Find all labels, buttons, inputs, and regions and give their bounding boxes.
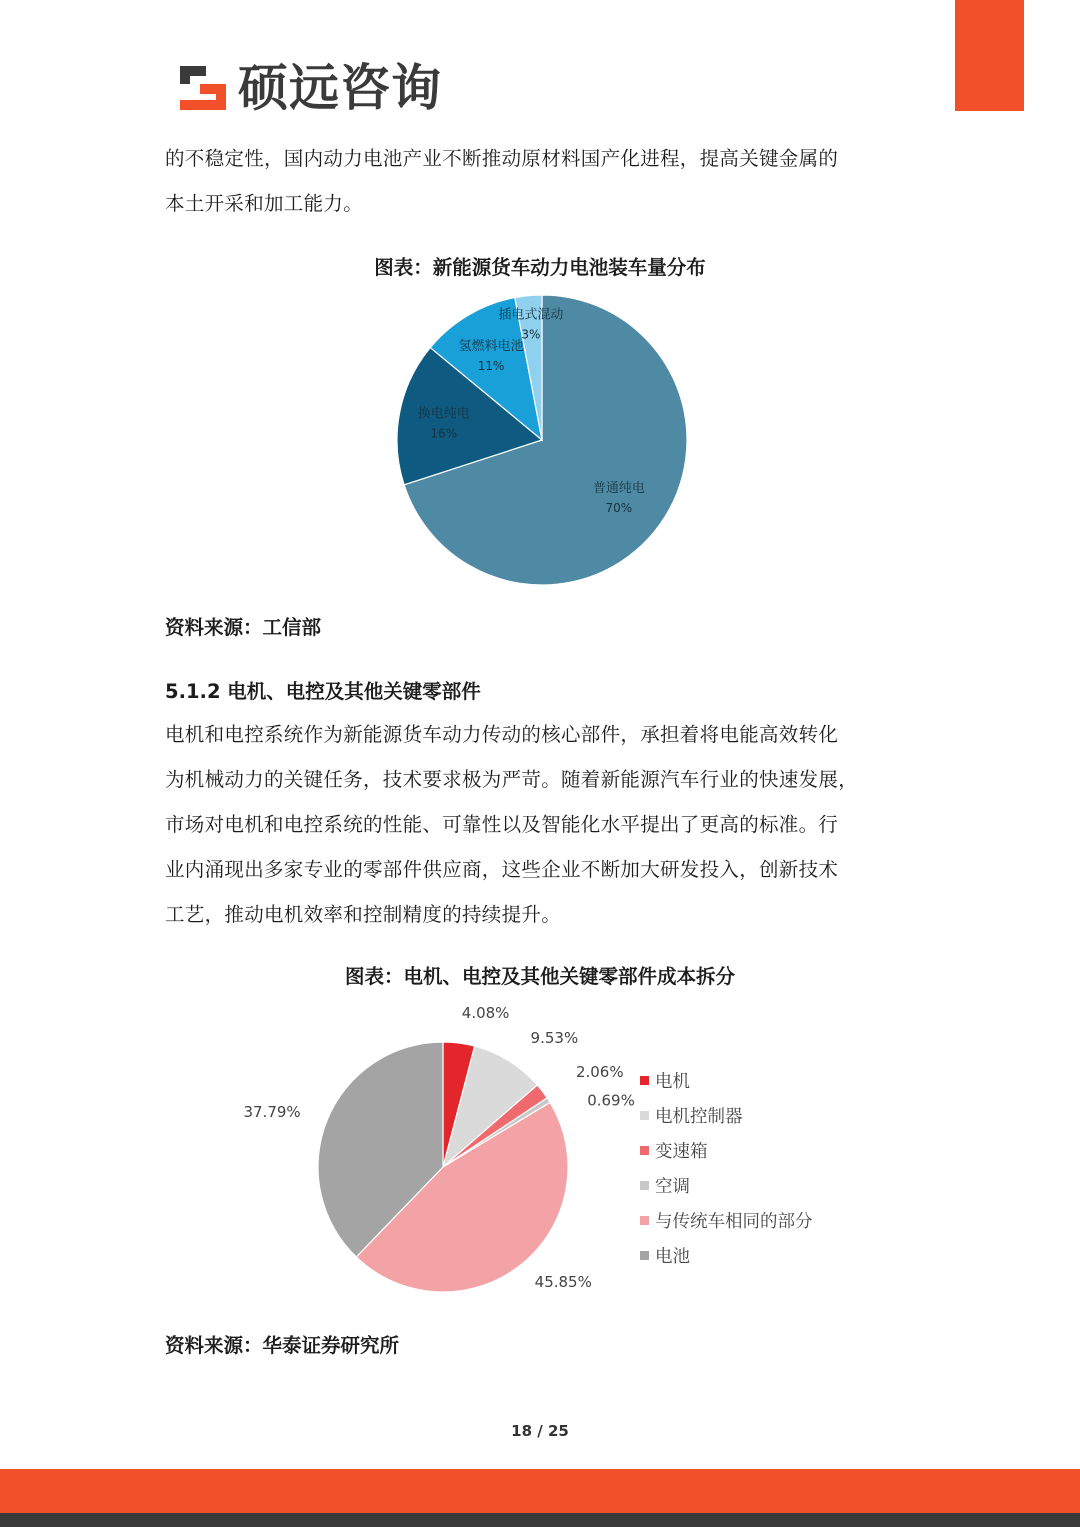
pie1-label-0: 普通纯电 [592, 480, 645, 496]
pie1-label-2: 氢燃料电池 [458, 338, 524, 354]
pie2-value-0: 4.08% [461, 1005, 510, 1023]
pie1-value-3: 3% [521, 327, 541, 342]
legend-item-1 [640, 1098, 813, 1133]
cost-chart-legend [640, 1063, 813, 1273]
company-logo [176, 58, 442, 118]
section-line-2: 为机械动力的关键任务，技术要求极为严苛。随着新能源汽车行业的快速发展， [165, 768, 859, 791]
legend-swatch-4 [640, 1216, 649, 1225]
legend-swatch-5 [640, 1251, 649, 1260]
legend-swatch-1 [640, 1111, 649, 1120]
figure2-caption: 图表：电机、电控及其他关键零部件成本拆分 [344, 965, 735, 988]
intro-line-2: 本土开采和加工能力。 [165, 192, 364, 215]
section-line-5: 工艺，推动电机效率和控制精度的持续提升。 [165, 903, 562, 926]
pie2-value-1: 9.53% [530, 1029, 579, 1048]
legend-item-4 [640, 1203, 813, 1238]
pie1-value-2: 11% [477, 358, 505, 373]
top-accent-bar [955, 0, 1024, 111]
pie1-label-1: 换电纯电 [417, 406, 470, 422]
legend-item-0 [640, 1063, 813, 1098]
section-line-1: 电机和电控系统作为新能源货车动力传动的核心部件，承担着将电能高效转化 [165, 723, 839, 746]
figure1-source: 资料来源：工信部 [165, 616, 322, 639]
section-heading: 5.1.2 电机、电控及其他关键零部件 [165, 680, 481, 703]
pie2-value-4: 45.85% [534, 1272, 592, 1291]
legend-label-5: 电池 [655, 1247, 690, 1267]
legend-swatch-0 [640, 1076, 649, 1085]
legend-label-1: 电机控制器 [655, 1107, 743, 1127]
figure1-caption: 图表：新能源货车动力电池装车量分布 [374, 256, 706, 279]
page-number: 18 / 25 [511, 1422, 569, 1440]
legend-label-0: 电机 [655, 1072, 690, 1092]
pie1-value-1: 16% [430, 426, 458, 441]
legend-item-3 [640, 1168, 813, 1203]
pie2-value-3: 0.69% [587, 1091, 635, 1110]
intro-line-1: 的不稳定性，国内动力电池产业不断推动原材料国产化进程，提高关键金属的 [165, 147, 839, 170]
section-line-3: 市场对电机和电控系统的性能、可靠性以及智能化水平提出了更高的标准。行 [165, 813, 839, 836]
section-line-4: 业内涌现出多家专业的零部件供应商，这些企业不断加大研发投入，创新技术 [165, 858, 839, 881]
pie2-value-2: 2.06% [575, 1062, 624, 1081]
pie1-value-0: 70% [605, 500, 633, 515]
legend-item-2 [640, 1133, 813, 1168]
legend-swatch-3 [640, 1181, 649, 1190]
pie1-label-3: 插电式混动 [498, 307, 564, 323]
footer-bar [0, 1469, 1080, 1513]
logo-mark-icon [176, 62, 230, 114]
legend-label-4: 与传统车相同的部分 [655, 1212, 813, 1232]
pie2-value-5: 37.79% [243, 1102, 301, 1121]
logo-text: 硕远咨询 [238, 59, 442, 117]
legend-item-5 [640, 1238, 813, 1273]
legend-swatch-2 [640, 1146, 649, 1155]
footer-strip [0, 1513, 1080, 1527]
legend-label-3: 空调 [655, 1177, 690, 1197]
figure2-source: 资料来源：华泰证券研究所 [165, 1334, 400, 1357]
legend-label-2: 变速箱 [655, 1142, 708, 1162]
battery-distribution-pie-chart [380, 292, 710, 592]
component-cost-pie-chart [240, 1005, 640, 1305]
